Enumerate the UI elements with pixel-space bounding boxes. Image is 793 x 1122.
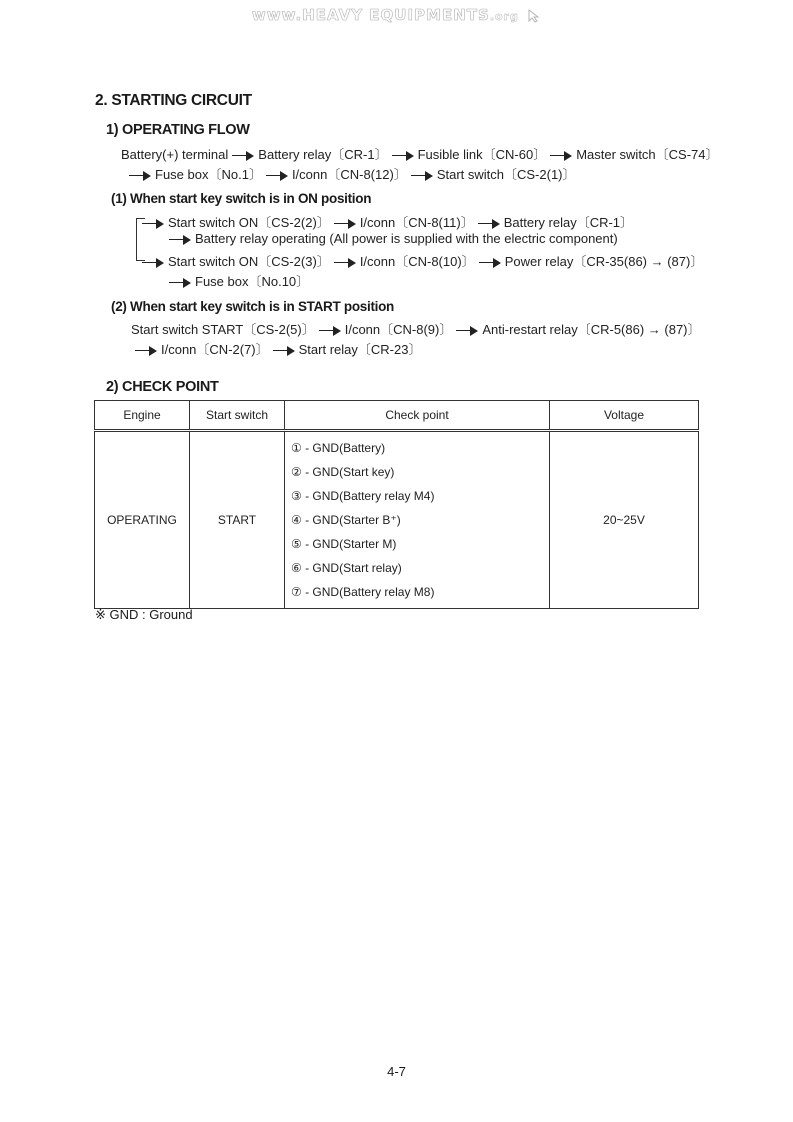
flow-step: Power relay〔CR-35(86) → (87)〕: [504, 254, 704, 269]
on-position-line-2: [165, 231, 618, 246]
flow-step: Battery(+) terminal: [121, 147, 229, 162]
on-position-line-4: [165, 271, 309, 290]
flow-step: Start relay〔CR-23〕: [298, 342, 422, 357]
right-arrow-icon: [266, 171, 288, 181]
flow-step: Start switch〔CS-2(1)〕: [436, 167, 576, 182]
right-arrow-icon: [319, 326, 341, 336]
table-row: [95, 431, 699, 609]
start-position-heading: (2) When start key switch is in START position: [111, 299, 394, 314]
flow-step: Fusible link〔CN-60〕: [417, 147, 547, 162]
right-arrow-icon: [142, 219, 164, 229]
flow-step: I/conn〔CN-8(11)〕: [359, 215, 474, 230]
right-arrow-icon: [479, 258, 501, 268]
flow-step: Battery relay〔CR-1〕: [258, 147, 388, 162]
cursor-icon: [527, 9, 541, 23]
on-position-line-1: [138, 212, 633, 231]
list-item: ⑤ - GND(Starter M): [291, 537, 397, 551]
right-arrow-icon: [334, 258, 356, 268]
right-arrow-icon: [550, 151, 572, 161]
flow-step: Master switch〔CS-74〕: [576, 147, 719, 162]
check-point-heading: 2) CHECK POINT: [106, 379, 219, 395]
column-header-start-switch: Start switch: [190, 401, 285, 431]
list-item: ① - GND(Battery): [291, 441, 386, 455]
list-item: ④ - GND(Starter B⁺): [291, 513, 401, 527]
flow-step: I/conn〔CN-2(7)〕: [161, 342, 269, 357]
flow-step: I/conn〔CN-8(10)〕: [359, 254, 475, 269]
page-number: 4-7: [387, 1064, 406, 1079]
flow-step: Start switch START〔CS-2(5)〕: [131, 322, 315, 337]
flow-step: I/conn〔CN-8(9)〕: [344, 322, 453, 337]
check-point-table: [94, 400, 699, 609]
check-point-cell: [285, 431, 550, 609]
column-header-engine: Engine: [95, 401, 190, 431]
on-position-line-3: [138, 251, 703, 270]
right-arrow-icon: [169, 278, 191, 288]
watermark: [0, 6, 793, 24]
right-arrow-icon: [129, 171, 151, 181]
operating-flow-line-2: [125, 164, 576, 183]
right-arrow-icon: [142, 258, 164, 268]
watermark-suffix: .org: [489, 10, 519, 23]
flow-step: Anti-restart relay〔CR-5(86) → (87)〕: [482, 322, 701, 337]
right-arrow-icon: [392, 151, 414, 161]
flow-step: Fuse box〔No.1〕: [155, 167, 262, 182]
right-arrow-icon: [273, 346, 295, 356]
list-item: ⑦ - GND(Battery relay M8): [291, 585, 435, 599]
right-arrow-icon: [334, 219, 356, 229]
right-arrow-icon: [169, 235, 191, 245]
flow-step: Start switch ON〔CS-2(3)〕: [168, 254, 330, 269]
start-position-line-2: [131, 339, 421, 358]
table-header-row: [95, 401, 699, 431]
right-arrow-icon: [232, 151, 254, 161]
right-arrow-icon: [456, 326, 478, 336]
list-item: ⑥ - GND(Start relay): [291, 561, 402, 575]
watermark-text: www.HEAVY EQUIPMENTS: [251, 6, 490, 24]
operating-flow-heading: 1) OPERATING FLOW: [106, 122, 250, 138]
operating-flow-line-1: [121, 144, 719, 163]
flow-step: Start switch ON〔CS-2(2)〕: [168, 215, 330, 230]
start-position-line-1: [131, 319, 701, 338]
list-item: ③ - GND(Battery relay M4): [291, 489, 435, 503]
column-header-check-point: Check point: [285, 401, 550, 431]
start-switch-cell: START: [190, 431, 285, 609]
voltage-cell: 20~25V: [550, 431, 699, 609]
right-arrow-icon: [478, 219, 500, 229]
right-arrow-icon: [411, 171, 433, 181]
flow-step: Battery relay operating (All power is supplied with the electric component): [195, 231, 618, 246]
flow-step: Battery relay〔CR-1〕: [503, 215, 634, 230]
list-item: ② - GND(Start key): [291, 465, 395, 479]
column-header-voltage: Voltage: [550, 401, 699, 431]
flow-step: I/conn〔CN-8(12)〕: [291, 167, 407, 182]
engine-cell: OPERATING: [95, 431, 190, 609]
right-arrow-icon: [135, 346, 157, 356]
ground-note: ※ GND : Ground: [95, 607, 193, 622]
flow-step: Fuse box〔No.10〕: [195, 274, 310, 289]
check-point-list: [285, 432, 549, 608]
on-position-heading: (1) When start key switch is in ON position: [111, 191, 372, 206]
section-title: 2. STARTING CIRCUIT: [95, 92, 252, 109]
